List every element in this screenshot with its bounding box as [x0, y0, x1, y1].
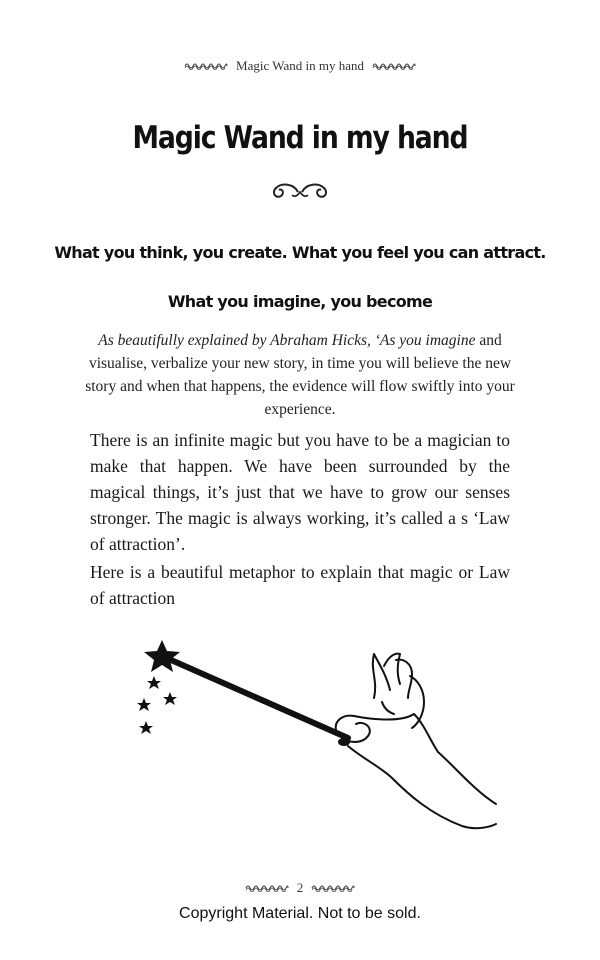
copyright-notice: Copyright Material. Not to be sold.	[179, 905, 421, 922]
squiggle-ornament-left	[245, 884, 289, 892]
tagline-think-create: What you think, you create. What you feel you can attract.	[54, 243, 546, 262]
magic-wand-illustration	[112, 618, 508, 852]
chapter-title: Magic Wand in my hand	[132, 120, 468, 156]
running-header	[0, 58, 600, 74]
sparkle-star-icon	[147, 676, 161, 689]
page-number: 2	[296, 880, 304, 895]
running-title: Magic Wand in my hand	[236, 58, 364, 73]
tagline-imagine-become: What you imagine, you become	[167, 292, 433, 311]
body-paragraph-metaphor: Here is a beautiful metaphor to explain that magic or Law of attraction	[90, 562, 510, 608]
page-number-footer	[0, 880, 600, 896]
squiggle-ornament-right	[311, 884, 355, 892]
sparkle-star-icon	[163, 692, 177, 705]
body-paragraph-magic: There is an infinite magic but you have to be a magician to make that happen. We have been surrounded by the magical things, it’s just that we have to grow our senses stronger. The magic is always working, it’s called a s ‘Law of attraction’.	[90, 430, 510, 554]
wand-star-icon	[144, 640, 180, 672]
squiggle-ornament-right	[372, 62, 416, 70]
quote-lead: As beautifully explained by Abraham Hicks, ‘As you imagine	[98, 332, 476, 349]
sparkle-star-icon	[137, 698, 151, 711]
squiggle-ornament-left	[184, 62, 228, 70]
sparkle-star-icon	[139, 721, 153, 734]
quote-rest: and visualise, verbalize your new story, in time you will believe the new story and when that happens, the evidence will flow swiftly into your experience.	[85, 332, 515, 418]
abraham-hicks-quote	[80, 329, 520, 421]
flourish-ornament	[0, 180, 600, 207]
